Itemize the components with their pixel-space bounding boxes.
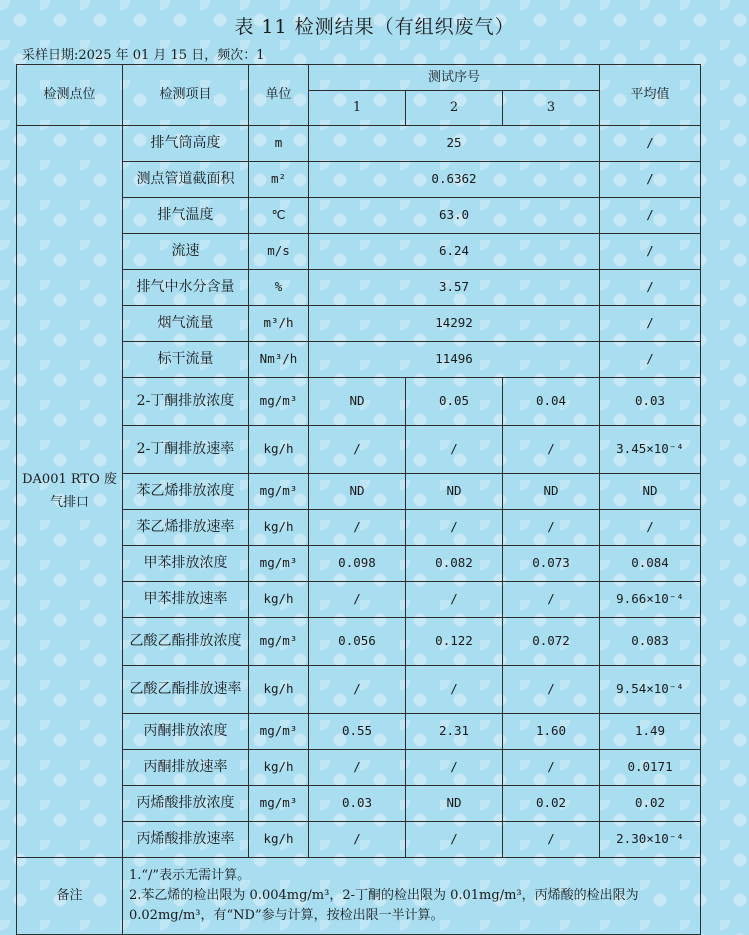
unit-cell: mg/m³ [249, 378, 309, 426]
avg-cell: 9.66×10⁻⁴ [600, 582, 701, 618]
unit-cell: mg/m³ [249, 714, 309, 750]
header-point: 检测点位 [17, 65, 123, 126]
value1-cell: ND [309, 474, 406, 510]
unit-cell: m [249, 126, 309, 162]
unit-cell: mg/m³ [249, 474, 309, 510]
value3-cell: 0.073 [503, 546, 600, 582]
note-line-1: 1.“/”表示无需计算。 [129, 867, 251, 883]
value3-cell: / [503, 510, 600, 546]
header-n2: 2 [406, 91, 503, 126]
item-cell: 2-丁酮排放浓度 [123, 378, 249, 426]
value3-cell: / [503, 666, 600, 714]
value-cell: 11496 [309, 342, 600, 378]
header-n3: 3 [503, 91, 600, 126]
value2-cell: / [406, 666, 503, 714]
item-cell: 测点管道截面积 [123, 162, 249, 198]
item-cell: 丙酮排放速率 [123, 750, 249, 786]
value1-cell: / [309, 666, 406, 714]
notes-row [17, 858, 701, 935]
avg-cell: 0.0171 [600, 750, 701, 786]
value2-cell: 0.122 [406, 618, 503, 666]
header-avg: 平均值 [600, 65, 701, 126]
table-row [17, 126, 701, 162]
unit-cell: m³/h [249, 306, 309, 342]
avg-cell: 0.083 [600, 618, 701, 666]
value2-cell: / [406, 510, 503, 546]
avg-cell: / [600, 342, 701, 378]
value2-cell: / [406, 822, 503, 858]
value1-cell: / [309, 510, 406, 546]
value2-cell: ND [406, 786, 503, 822]
value3-cell: 1.60 [503, 714, 600, 750]
unit-cell: m² [249, 162, 309, 198]
item-cell: 排气筒高度 [123, 126, 249, 162]
avg-cell: ND [600, 474, 701, 510]
unit-cell: kg/h [249, 426, 309, 474]
value3-cell: / [503, 822, 600, 858]
value-cell: 6.24 [309, 234, 600, 270]
value2-cell: 0.082 [406, 546, 503, 582]
unit-cell: % [249, 270, 309, 306]
avg-cell: 1.49 [600, 714, 701, 750]
avg-cell: / [600, 162, 701, 198]
unit-cell: kg/h [249, 582, 309, 618]
value3-cell: / [503, 582, 600, 618]
value3-cell: / [503, 750, 600, 786]
value-cell: 63.0 [309, 198, 600, 234]
unit-cell: Nm³/h [249, 342, 309, 378]
avg-cell: 3.45×10⁻⁴ [600, 426, 701, 474]
avg-cell: / [600, 126, 701, 162]
point-name: DA001 RTO 废气排口 [17, 126, 123, 858]
avg-cell: 0.03 [600, 378, 701, 426]
item-cell: 排气温度 [123, 198, 249, 234]
table-title: 表 11 检测结果（有组织废气） [234, 16, 515, 38]
value1-cell: 0.098 [309, 546, 406, 582]
notes-label: 备注 [17, 858, 123, 935]
unit-cell: kg/h [249, 666, 309, 714]
avg-cell: / [600, 306, 701, 342]
value-cell: 0.6362 [309, 162, 600, 198]
unit-cell: mg/m³ [249, 786, 309, 822]
note-line-2: 2.苯乙烯的检出限为 0.004mg/m³，2-丁酮的检出限为 0.01mg/m³，丙烯酸的检出限为 0.02mg/m³，有“ND”参与计算，按检出限一半计算。 [129, 887, 639, 924]
header-seq: 测试序号 [309, 65, 600, 91]
unit-cell: m/s [249, 234, 309, 270]
item-cell: 丙烯酸排放速率 [123, 822, 249, 858]
value2-cell: 2.31 [406, 714, 503, 750]
value1-cell: 0.55 [309, 714, 406, 750]
value-cell: 14292 [309, 306, 600, 342]
item-cell: 甲苯排放浓度 [123, 546, 249, 582]
item-cell: 丙烯酸排放浓度 [123, 786, 249, 822]
avg-cell: 9.54×10⁻⁴ [600, 666, 701, 714]
avg-cell: / [600, 198, 701, 234]
value2-cell: 0.05 [406, 378, 503, 426]
avg-cell: / [600, 234, 701, 270]
value1-cell: / [309, 426, 406, 474]
item-cell: 排气中水分含量 [123, 270, 249, 306]
value3-cell: / [503, 426, 600, 474]
unit-cell: mg/m³ [249, 618, 309, 666]
avg-cell: 0.02 [600, 786, 701, 822]
value1-cell: 0.03 [309, 786, 406, 822]
item-cell: 苯乙烯排放速率 [123, 510, 249, 546]
value1-cell: 0.056 [309, 618, 406, 666]
sampling-info: 采样日期:2025 年 01 月 15 日，频次：1 [22, 48, 265, 63]
item-cell: 乙酸乙酯排放速率 [123, 666, 249, 714]
value1-cell: ND [309, 378, 406, 426]
value3-cell: 0.072 [503, 618, 600, 666]
value2-cell: / [406, 426, 503, 474]
value-cell: 25 [309, 126, 600, 162]
header-unit: 单位 [249, 65, 309, 126]
header-item: 检测项目 [123, 65, 249, 126]
value3-cell: 0.02 [503, 786, 600, 822]
avg-cell: / [600, 270, 701, 306]
item-cell: 乙酸乙酯排放浓度 [123, 618, 249, 666]
item-cell: 烟气流量 [123, 306, 249, 342]
item-cell: 苯乙烯排放浓度 [123, 474, 249, 510]
value2-cell: ND [406, 474, 503, 510]
avg-cell: / [600, 510, 701, 546]
value1-cell: / [309, 822, 406, 858]
avg-cell: 2.30×10⁻⁴ [600, 822, 701, 858]
item-cell: 流速 [123, 234, 249, 270]
value1-cell: / [309, 582, 406, 618]
unit-cell: ℃ [249, 198, 309, 234]
value2-cell: / [406, 750, 503, 786]
item-cell: 标干流量 [123, 342, 249, 378]
value3-cell: ND [503, 474, 600, 510]
unit-cell: mg/m³ [249, 546, 309, 582]
value2-cell: / [406, 582, 503, 618]
notes-content [123, 858, 701, 935]
value1-cell: / [309, 750, 406, 786]
item-cell: 丙酮排放浓度 [123, 714, 249, 750]
value-cell: 3.57 [309, 270, 600, 306]
header-n1: 1 [309, 91, 406, 126]
avg-cell: 0.084 [600, 546, 701, 582]
unit-cell: kg/h [249, 750, 309, 786]
results-table [16, 64, 701, 935]
item-cell: 甲苯排放速率 [123, 582, 249, 618]
item-cell: 2-丁酮排放速率 [123, 426, 249, 474]
value3-cell: 0.04 [503, 378, 600, 426]
unit-cell: kg/h [249, 510, 309, 546]
unit-cell: kg/h [249, 822, 309, 858]
